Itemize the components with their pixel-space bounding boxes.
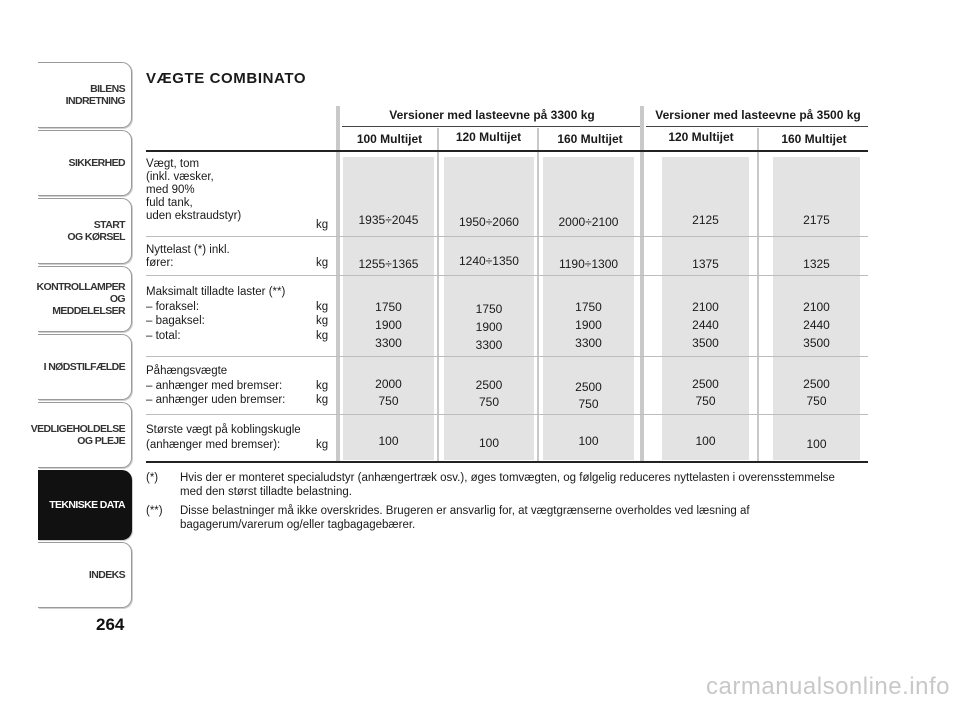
table-bottom-rule [146,461,868,463]
table-cell: 2500 750 [803,377,830,408]
tab-kontrollamper[interactable] [38,266,132,332]
table-cell: 1750 1900 3300 [375,300,402,350]
group-header-3300: Versioner med lasteevne på 3300 kg [389,108,595,122]
table-cell: 1375 [692,257,719,271]
column-divider [640,106,644,462]
row-divider [146,356,868,357]
row-label: Største vægt på koblingskugle (anhænger med bremser): [146,424,301,451]
table-cell: 2100 2440 3500 [803,300,830,350]
column-header: 100 Multijet [356,132,423,146]
tab-label: KONTROLLAMPER OG MEDDELELSER [36,281,125,317]
group-rule [646,126,868,127]
table-cell: 100 [478,436,500,450]
column-divider [757,128,759,462]
table-cell: 1950÷2060 [459,215,519,229]
table-cell: 1240÷1350 [459,254,519,268]
row-label: Vægt, tom (inkl. væsker, med 90% fuld tank, uden ekstraudstyr) [146,158,242,222]
column-header: 160 Multijet [781,132,847,146]
tab-nodstilfaelde[interactable] [38,334,132,400]
row-unit: kg [316,438,329,451]
table-cell: 1750 1900 3300 [575,300,602,350]
table-cell: 2000 750 [375,377,402,408]
tab-bilens-indretning[interactable] [38,62,132,128]
row-divider [146,275,868,276]
row-unit: kg kg [316,379,329,406]
group-header-3500: Versioner med lasteevne på 3500 kg [655,108,861,122]
row-label: Nyttelast (*) inkl. fører: [146,244,230,269]
tab-label: I NØDSTILFÆLDE [43,361,125,373]
tab-tekniske-data[interactable] [38,470,132,540]
table-cell: 2175 [803,213,830,227]
header-rule [146,150,868,152]
tab-label: VEDLIGEHOLDELSE OG PLEJE [30,423,125,447]
tab-indeks[interactable] [38,542,132,608]
tab-label: SIKKERHED [68,157,125,169]
row-unit: kg [316,257,329,269]
table-cell: 2500 750 [575,380,602,411]
table-cell: 1935÷2045 [358,213,419,227]
table-cell: 2500 750 [692,377,719,408]
tab-label: BILENS INDRETNING [65,83,125,107]
table-cell: 2100 2440 3500 [692,300,719,350]
row-label: Påhængsvægte – anhænger med bremser: – anhænger uden bremser: [146,365,286,406]
tab-vedligeholdelse[interactable] [30,402,132,468]
table-cell: 1750 1900 3300 [475,302,503,352]
footnote-text: Disse belastninger må ikke overskrides. Brugeren er ansvarlig for, at vægtgrænserne overholdes ved læsning af bagagerum/varerum og/eller tagbagagebærer. [180,505,750,531]
column-header: 120 Multijet [455,130,522,144]
row-unit: kg [316,219,329,231]
row-unit: kg kg kg [316,300,329,342]
table-cell: 100 [806,437,827,451]
group-rule [342,126,640,127]
table-cell: 100 [578,434,599,448]
footnote [146,471,866,501]
footnote [146,504,866,534]
footnote-text: Hvis der er monteret specialudstyr (anhængertræk osv.), øges tomvægten, og følgelig reduceres nyttelasten i overensstemmelse med den størst tilladte belastning. [180,472,835,498]
footnote-mark: (**) [146,505,163,517]
table-cell: 2500 750 [475,378,503,409]
tab-start-og-korsel[interactable] [38,198,132,264]
column-divider [336,106,340,462]
table-cell: 1190÷1300 [558,257,619,271]
table-cell: 100 [378,434,399,448]
table-cell: 1255÷1365 [358,257,419,271]
tab-label: START OG KØRSEL [67,219,125,243]
watermark: carmanualsonline.info [706,673,950,700]
footnote-mark: (*) [146,472,159,484]
page-number: 264 [96,615,125,634]
tab-label: INDEKS [88,569,125,581]
column-header: 120 Multijet [668,130,734,144]
table-cell: 100 [695,434,716,448]
tab-sikkerhed[interactable] [38,130,132,196]
row-divider [146,236,868,237]
row-label: Maksimalt tilladte laster (**) – foraksel: – bagaksel: – total: [146,286,286,342]
column-header: 160 Multijet [557,132,623,146]
column-divider [537,128,539,462]
table-cell: 2000÷2100 [558,215,619,229]
column-divider [437,128,439,462]
row-divider [146,414,868,415]
table-cell: 1325 [803,257,830,271]
tab-label: TEKNISKE DATA [49,499,125,511]
table-cell: 2125 [692,213,719,227]
page-title: VÆGTE COMBINATO [146,70,307,87]
